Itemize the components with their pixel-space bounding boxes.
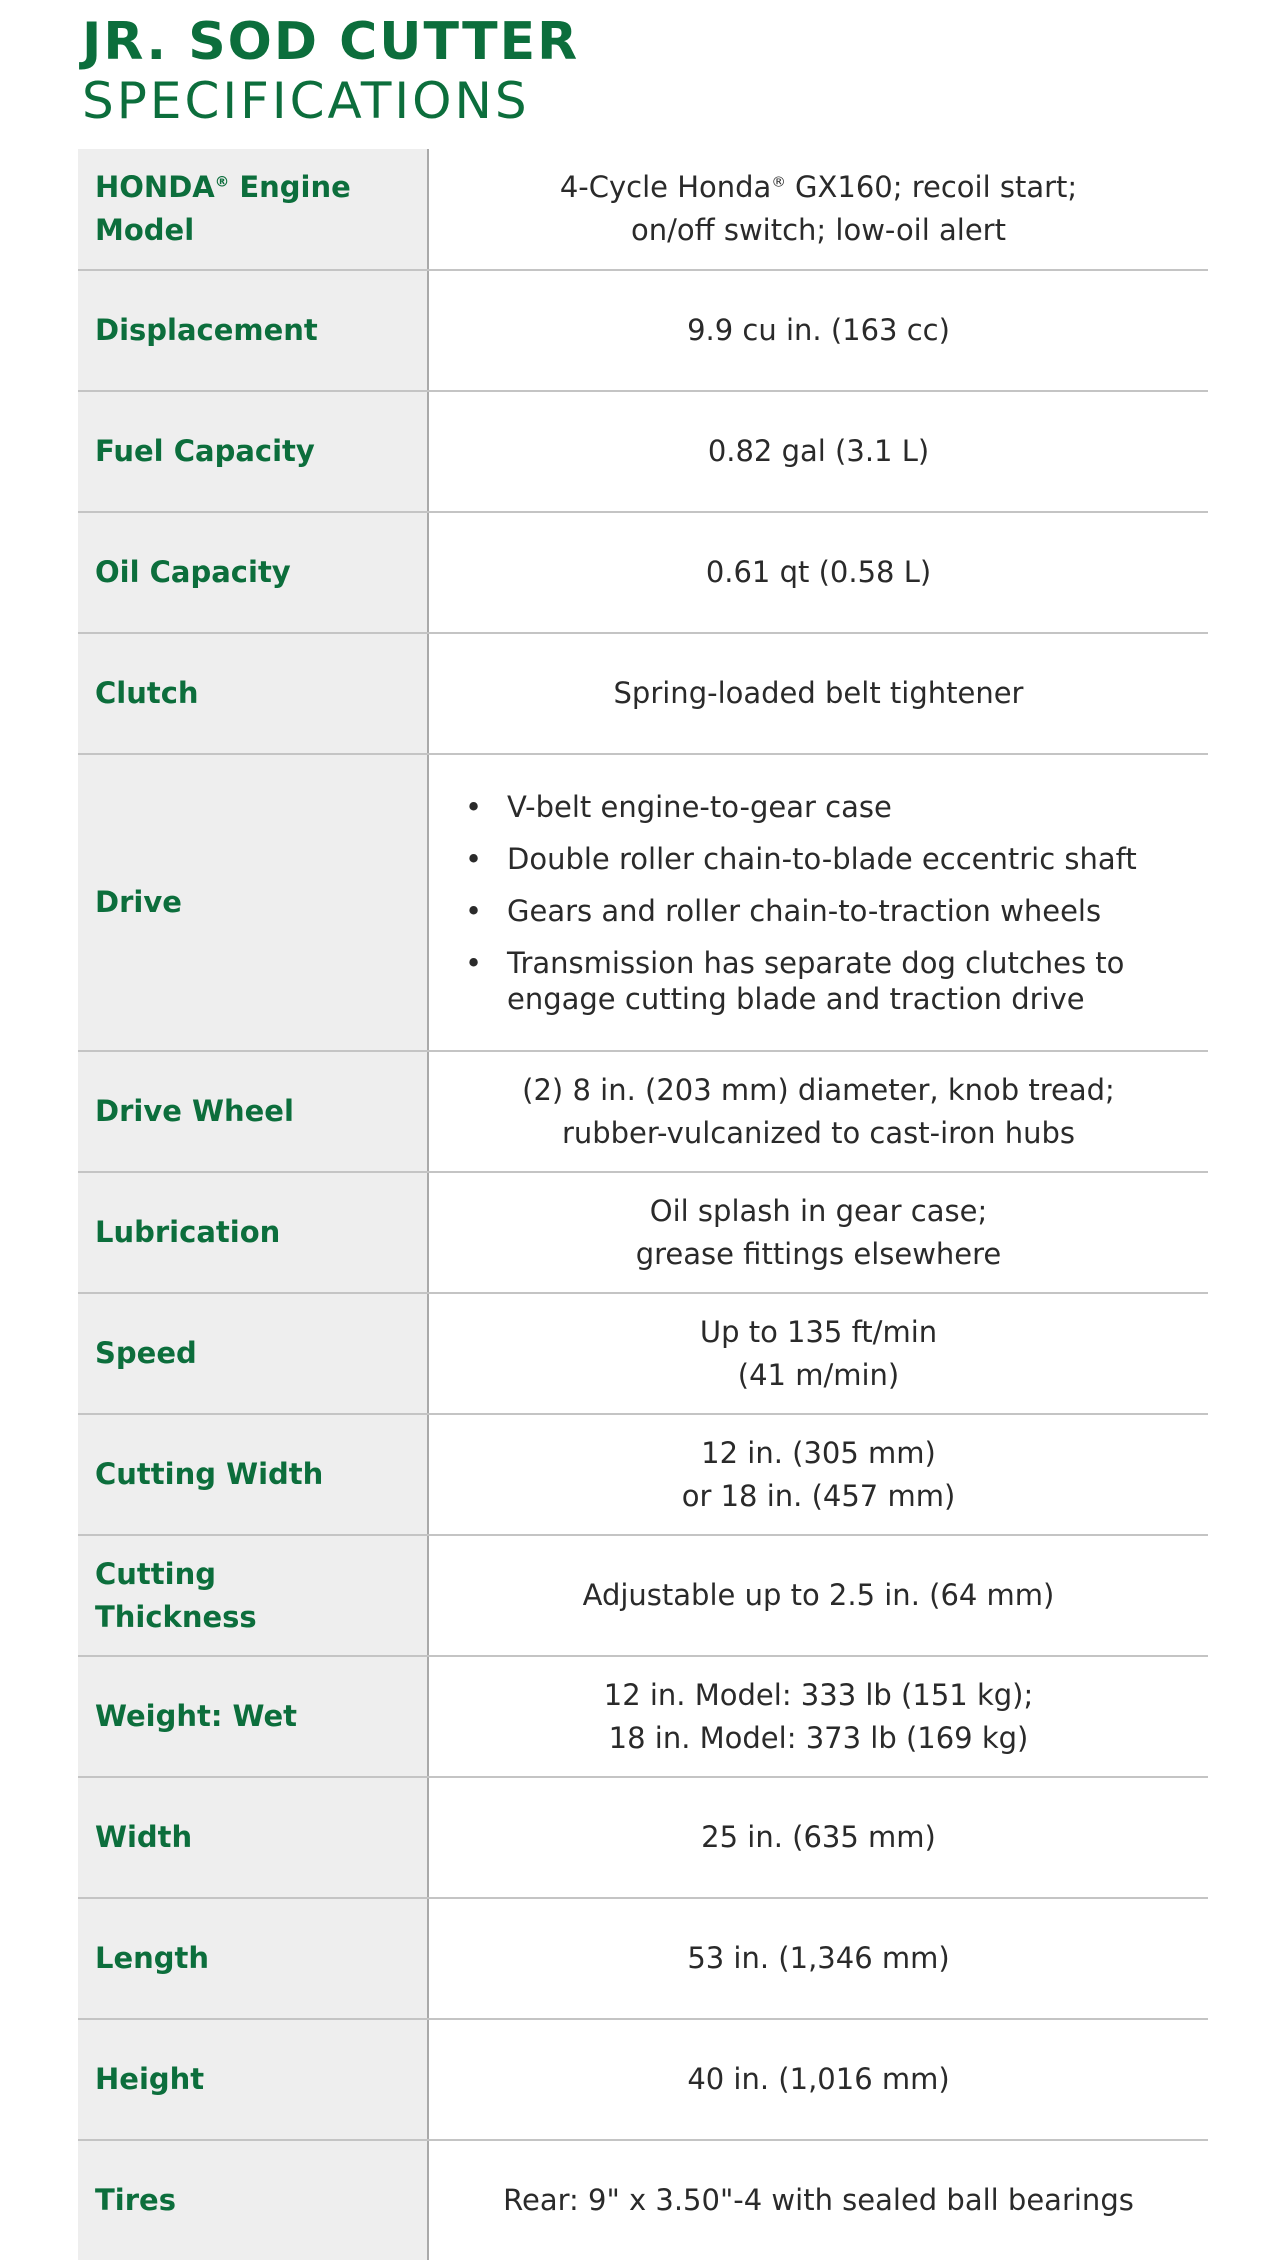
bullet-dot-icon: •	[465, 841, 483, 876]
spec-value	[428, 1656, 1208, 1777]
bullet-text: Transmission has separate dog clutches to	[507, 945, 1125, 980]
spec-value	[428, 633, 1208, 754]
spec-value	[428, 1293, 1208, 1414]
spec-row-weight-wet	[78, 1656, 1208, 1777]
spec-label: Oil Capacity	[78, 512, 428, 633]
specifications-heading: SPECIFICATIONS	[82, 72, 530, 130]
spec-label: Displacement	[78, 270, 428, 391]
list-item	[465, 945, 1208, 1017]
spec-label: Length	[78, 1898, 428, 2019]
spec-value	[428, 1414, 1208, 1535]
specifications-table	[78, 149, 1208, 2260]
spec-label: Weight: Wet	[78, 1656, 428, 1777]
spec-value-line: (2) 8 in. (203 mm) diameter, knob tread;	[522, 1072, 1115, 1107]
spec-value	[428, 754, 1208, 1051]
bullet-text: engage cutting blade and traction drive	[507, 981, 1085, 1016]
spec-value-line: 12 in. (305 mm)	[701, 1435, 936, 1470]
spec-value-line: rubber-vulcanized to cast-iron hubs	[561, 1115, 1076, 1150]
registered-mark-icon: ®	[771, 174, 786, 191]
bullet-dot-icon: •	[465, 945, 483, 980]
product-name-heading: JR. SOD CUTTER	[82, 12, 580, 72]
bullet-text: V-belt engine-to-gear case	[507, 789, 892, 824]
page-title	[82, 12, 579, 130]
spec-value	[428, 512, 1208, 633]
spec-label: HONDA® Engine Model	[78, 149, 428, 270]
spec-label: Cutting Width	[78, 1414, 428, 1535]
spec-value-line: Spring-loaded belt tightener	[613, 676, 1024, 710]
spec-label: Fuel Capacity	[78, 391, 428, 512]
spec-value-line: (41 m/min)	[737, 1357, 900, 1392]
spec-value-line: on/off switch; low-oil alert	[631, 213, 1006, 247]
spec-label: Cutting Thickness	[78, 1535, 428, 1656]
spec-label: Drive	[78, 754, 428, 1051]
list-item	[465, 893, 1208, 929]
spec-value-line: 0.61 qt (0.58 L)	[705, 555, 932, 589]
list-item	[465, 841, 1208, 877]
spec-value-line: Up to 135 ft/min	[699, 1314, 938, 1349]
spec-value-line: Rear: 9" x 3.50"-4 with sealed ball bearings	[503, 2183, 1134, 2217]
bullet-text: Gears and roller chain-to-traction wheels	[507, 893, 1102, 928]
spec-value-line: grease fittings elsewhere	[635, 1236, 1002, 1271]
spec-row-oil-capacity	[78, 512, 1208, 633]
bullet-text: Double roller chain-to-blade eccentric shaft	[507, 841, 1137, 876]
spec-value	[428, 270, 1208, 391]
registered-mark-icon: ®	[214, 174, 230, 191]
spec-value-line: 25 in. (635 mm)	[701, 1820, 936, 1854]
bullet-dot-icon: •	[465, 893, 483, 928]
spec-value	[428, 1051, 1208, 1172]
spec-label: Speed	[78, 1293, 428, 1414]
spec-value	[428, 1172, 1208, 1293]
drive-bullet-list	[429, 789, 1208, 1017]
spec-label: Width	[78, 1777, 428, 1898]
spec-row-drive	[78, 754, 1208, 1051]
spec-value	[428, 149, 1208, 270]
spec-value-line: or 18 in. (457 mm)	[681, 1478, 956, 1513]
bullet-dot-icon: •	[465, 789, 483, 824]
spec-value	[428, 1777, 1208, 1898]
spec-row-honda-engine-model	[78, 149, 1208, 270]
spec-value-line: 4-Cycle Honda® GX160; recoil start;	[559, 170, 1078, 204]
spec-row-cutting-width	[78, 1414, 1208, 1535]
spec-value	[428, 2019, 1208, 2140]
spec-value-line: 9.9 cu in. (163 cc)	[687, 313, 950, 347]
spec-value-line: Oil splash in gear case;	[649, 1193, 988, 1228]
spec-row-lubrication	[78, 1172, 1208, 1293]
spec-value	[428, 2140, 1208, 2260]
spec-row-drive-wheel	[78, 1051, 1208, 1172]
spec-value	[428, 1898, 1208, 2019]
specifications-table-body	[78, 149, 1208, 2260]
spec-label: Height	[78, 2019, 428, 2140]
spec-row-clutch	[78, 633, 1208, 754]
spec-label: Clutch	[78, 633, 428, 754]
spec-row-fuel-capacity	[78, 391, 1208, 512]
spec-label: Lubrication	[78, 1172, 428, 1293]
spec-label: Drive Wheel	[78, 1051, 428, 1172]
spec-value-line: 0.82 gal (3.1 L)	[707, 434, 930, 468]
spec-value	[428, 391, 1208, 512]
spec-row-length	[78, 1898, 1208, 2019]
spec-row-speed	[78, 1293, 1208, 1414]
spec-label: Tires	[78, 2140, 428, 2260]
spec-row-tires	[78, 2140, 1208, 2260]
spec-value-line: 12 in. Model: 333 lb (151 kg);	[603, 1677, 1034, 1712]
spec-value-line: 18 in. Model: 373 lb (169 kg)	[608, 1720, 1029, 1755]
spec-row-height	[78, 2019, 1208, 2140]
spec-value-line: Adjustable up to 2.5 in. (64 mm)	[582, 1578, 1055, 1612]
spec-row-width	[78, 1777, 1208, 1898]
list-item	[465, 789, 1208, 825]
spec-row-displacement	[78, 270, 1208, 391]
spec-value-line: 40 in. (1,016 mm)	[687, 2062, 950, 2096]
spec-value-line: 53 in. (1,346 mm)	[687, 1941, 950, 1975]
spec-value	[428, 1535, 1208, 1656]
spec-row-cutting-thickness	[78, 1535, 1208, 1656]
